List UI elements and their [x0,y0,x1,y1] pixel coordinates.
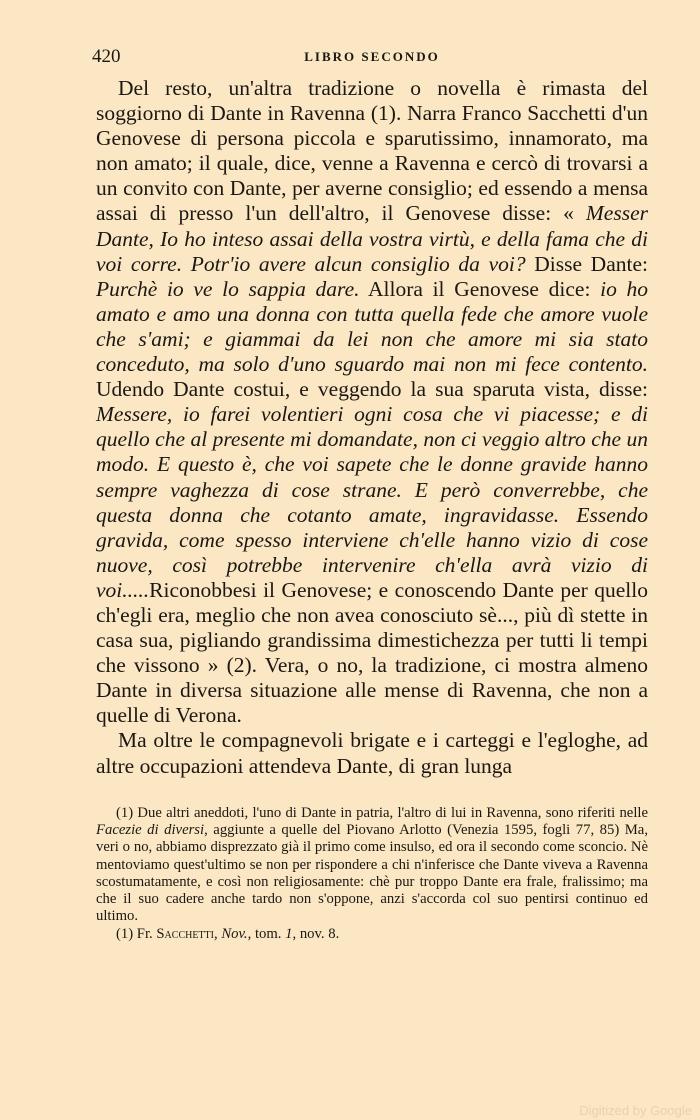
footnote-text: , tom. [247,925,286,942]
footnote-italic: 1 [285,925,293,942]
footnote-italic: Facezie di diversi [96,821,205,838]
digitized-watermark: Digitized by Google [579,1103,692,1118]
running-title: LIBRO SECONDO [304,49,440,64]
main-text [96,76,648,779]
footnote-text: , nov. 8. [292,925,340,942]
footnote-author: Sacchetti [156,925,214,942]
footnote-2 [96,926,648,943]
text-run: Allora il Genovese dice: [359,276,601,301]
text-run: Disse Dante: [525,251,648,276]
text-run: Udendo Dante costui, e veggendo la sua sparuta vista, disse: [96,377,648,402]
text-run: Del resto, un'altra tradizione o novella è rimasta del soggiorno di Dante in Ravenna (1). Narra Franco Sacchetti d'un Genovese di persona piccola e sparutissimo, innamorato, ma non amato; il quale, dice, venne a Ravenna e cercò di trovarsi a un convito con Dante, per averne consiglio; ed essendo a mensa assai di presso l'un dell'altro, il Genovese disse: « [96,76,648,226]
footnote-italic: Nov. [221,925,248,942]
footnote-text: (1) Fr. [116,925,157,942]
paragraph-2: Ma oltre le compagnevoli brigate e i carteggi e l'egloghe, ad altre occupazioni attendeva Dante, di gran lunga [96,728,648,778]
book-page [92,44,648,943]
italic-quote: Messer Dante, Io ho inteso assai della vostra virtù, e della fama che di voi corre. Potr'io avere alcun consiglio da voi? [96,201,648,276]
page-header [92,44,648,74]
text-run: Riconobbesi il Genovese; e conoscendo Dante per quello ch'egli era, meglio che non avea conosciuto sè..., più dì stette in casa sua, pigliando grandissima dimestichezza per tutti li tempi che vissono » (2). Vera, o no, la tradizione, ci mostra almeno Dante in diversa situazione alle mense di Ravenna, che non a quelle di Verona. [96,577,648,728]
italic-quote: Messere, io farei volentieri ogni cosa che vi piacesse; e di quello che al presente mi domandate, non ci veggio altro che un modo. E questo è, che voi sapete che le donne gravide hanno sempre vaghezza di cose strane. E però converrebbe, che questa donna che cotanto amate, ingravidasse. Essendo gravida, come spesso interviene ch'elle hanno vizio di cose nuove, così potrebbe intervenire ch'ella avrà vizio di voi..... [96,402,648,602]
page-number: 420 [92,46,121,67]
footnote-1 [96,805,648,926]
italic-quote: io ho amato e amo una donna con tutta quella fede che amore vuole che s'ami; e giammai da lei non che amore mi sia stato conceduto, ma solo d'uno sguardo mai non mi fece contento. [96,276,648,377]
footnote-text: , [214,925,222,942]
footnotes [96,805,648,943]
italic-quote: Purchè io ve lo sappia dare. [96,276,360,301]
paragraph-1 [96,76,648,728]
footnote-text: (1) Due altri aneddoti, l'uno di Dante in patria, l'altro di lui in Ravenna, sono riferiti nelle [116,804,648,821]
footnote-text: , aggiunte a quelle del Piovano Arlotto (Venezia 1595, fogli 77, 85) Ma, veri o no, abbiamo disprezzato già il primo come insulso, ed ora il secondo come sconcio. Nè mentoviamo quest'ultimo se non per rispondere a chi n'inferisce che Dante viveva a Ravenna scostumatamente, e così non religiosamente: chè pur troppo Dante era frale, fralissimo; ma che il suo cadere anche tardo non s'oppone, anzi s'accorda col suo pentirsi continuo ed ultimo. [96,821,648,925]
